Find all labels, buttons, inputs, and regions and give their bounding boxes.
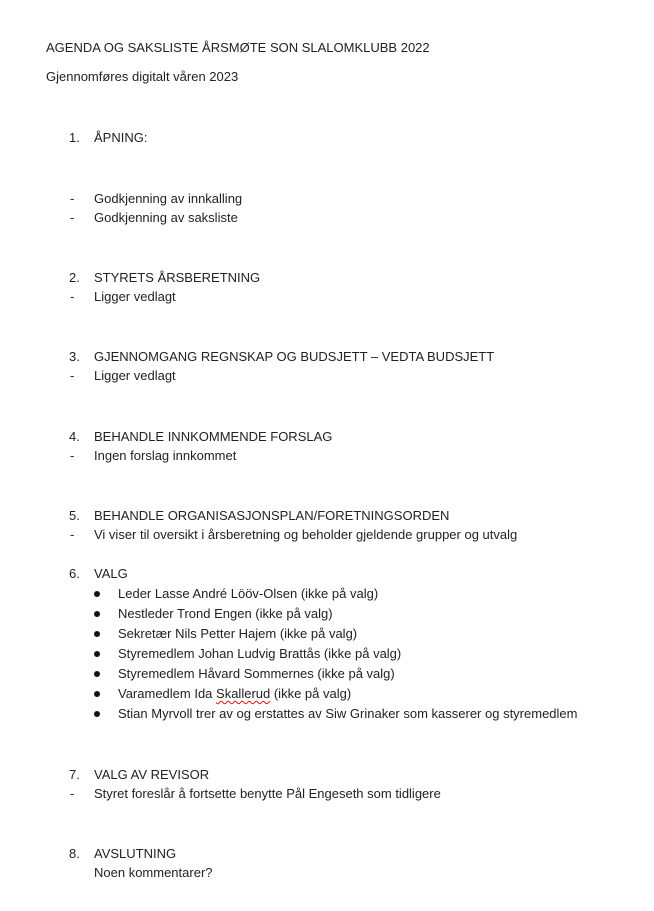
dash-marker: - [70, 289, 75, 304]
item-heading: BEHANDLE INNKOMMENDE FORSLAG [94, 429, 333, 444]
item-number: 8. [69, 846, 80, 861]
dash-marker: - [70, 191, 75, 206]
dash-item-text: Styret foreslår å fortsette benytte Pål Engeseth som tidligere [94, 786, 441, 801]
bullet-icon [93, 670, 101, 678]
bullet-icon [93, 710, 101, 718]
document-subtitle: Gjennomføres digitalt våren 2023 [46, 69, 239, 84]
item-number: 4. [69, 429, 80, 444]
dash-item-text: Ingen forslag innkommet [94, 448, 237, 463]
dash-item-text: Vi viser til oversikt i årsberetning og beholder gjeldende grupper og utvalg [94, 527, 518, 542]
document-title: AGENDA OG SAKSLISTE ÅRSMØTE SON SLALOMKLUBB 2022 [46, 40, 430, 55]
bullet-text-suffix: (ikke på valg) [270, 686, 352, 701]
item-heading: VALG [94, 566, 128, 581]
bullet-icon [93, 650, 101, 658]
bullet-icon [93, 690, 101, 698]
bullet-item-text: Styremedlem Johan Ludvig Brattås (ikke på valg) [118, 646, 402, 661]
bullet-icon [93, 590, 101, 598]
item-heading: STYRETS ÅRSBERETNING [94, 270, 261, 285]
item-number: 2. [69, 270, 80, 285]
bullet-icon [93, 610, 101, 618]
spellcheck-flagged-word[interactable]: Skallerud [216, 686, 271, 701]
item-number: 1. [69, 130, 80, 145]
item-heading: VALG AV REVISOR [94, 767, 210, 782]
item-number: 7. [69, 767, 80, 782]
dash-item-text: Ligger vedlagt [94, 289, 176, 304]
dash-marker: - [70, 448, 75, 463]
item-heading: BEHANDLE ORGANISASJONSPLAN/FORETNINGSORDEN [94, 508, 450, 523]
dash-marker: - [70, 210, 75, 225]
item-heading: GJENNOMGANG REGNSKAP OG BUDSJETT – VEDTA BUDSJETT [94, 349, 495, 364]
dash-item-text: Godkjenning av saksliste [94, 210, 238, 225]
dash-marker: - [70, 527, 75, 542]
dash-item-text: Ligger vedlagt [94, 368, 176, 383]
bullet-item-text: Stian Myrvoll trer av og erstattes av Siw Grinaker som kasserer og styremedlem [118, 706, 578, 721]
bullet-icon [93, 630, 101, 638]
item-number: 6. [69, 566, 80, 581]
bullet-text-prefix: Varamedlem Ida [118, 686, 217, 701]
dash-item-text: Godkjenning av innkalling [94, 191, 243, 206]
bullet-item-text: Sekretær Nils Petter Hajem (ikke på valg) [118, 626, 358, 641]
bullet-item-text: Styremedlem Håvard Sommernes (ikke på valg) [118, 666, 395, 681]
bullet-item-text: Nestleder Trond Engen (ikke på valg) [118, 606, 333, 621]
item-note-text: Noen kommentarer? [94, 865, 213, 880]
bullet-item-text: Leder Lasse André Lööv-Olsen (ikke på valg) [118, 586, 379, 601]
item-heading: ÅPNING: [94, 130, 148, 145]
item-number: 3. [69, 349, 80, 364]
dash-marker: - [70, 786, 75, 801]
dash-marker: - [70, 368, 75, 383]
bullet-item-text [118, 686, 351, 702]
item-heading: AVSLUTNING [94, 846, 177, 861]
item-number: 5. [69, 508, 80, 523]
